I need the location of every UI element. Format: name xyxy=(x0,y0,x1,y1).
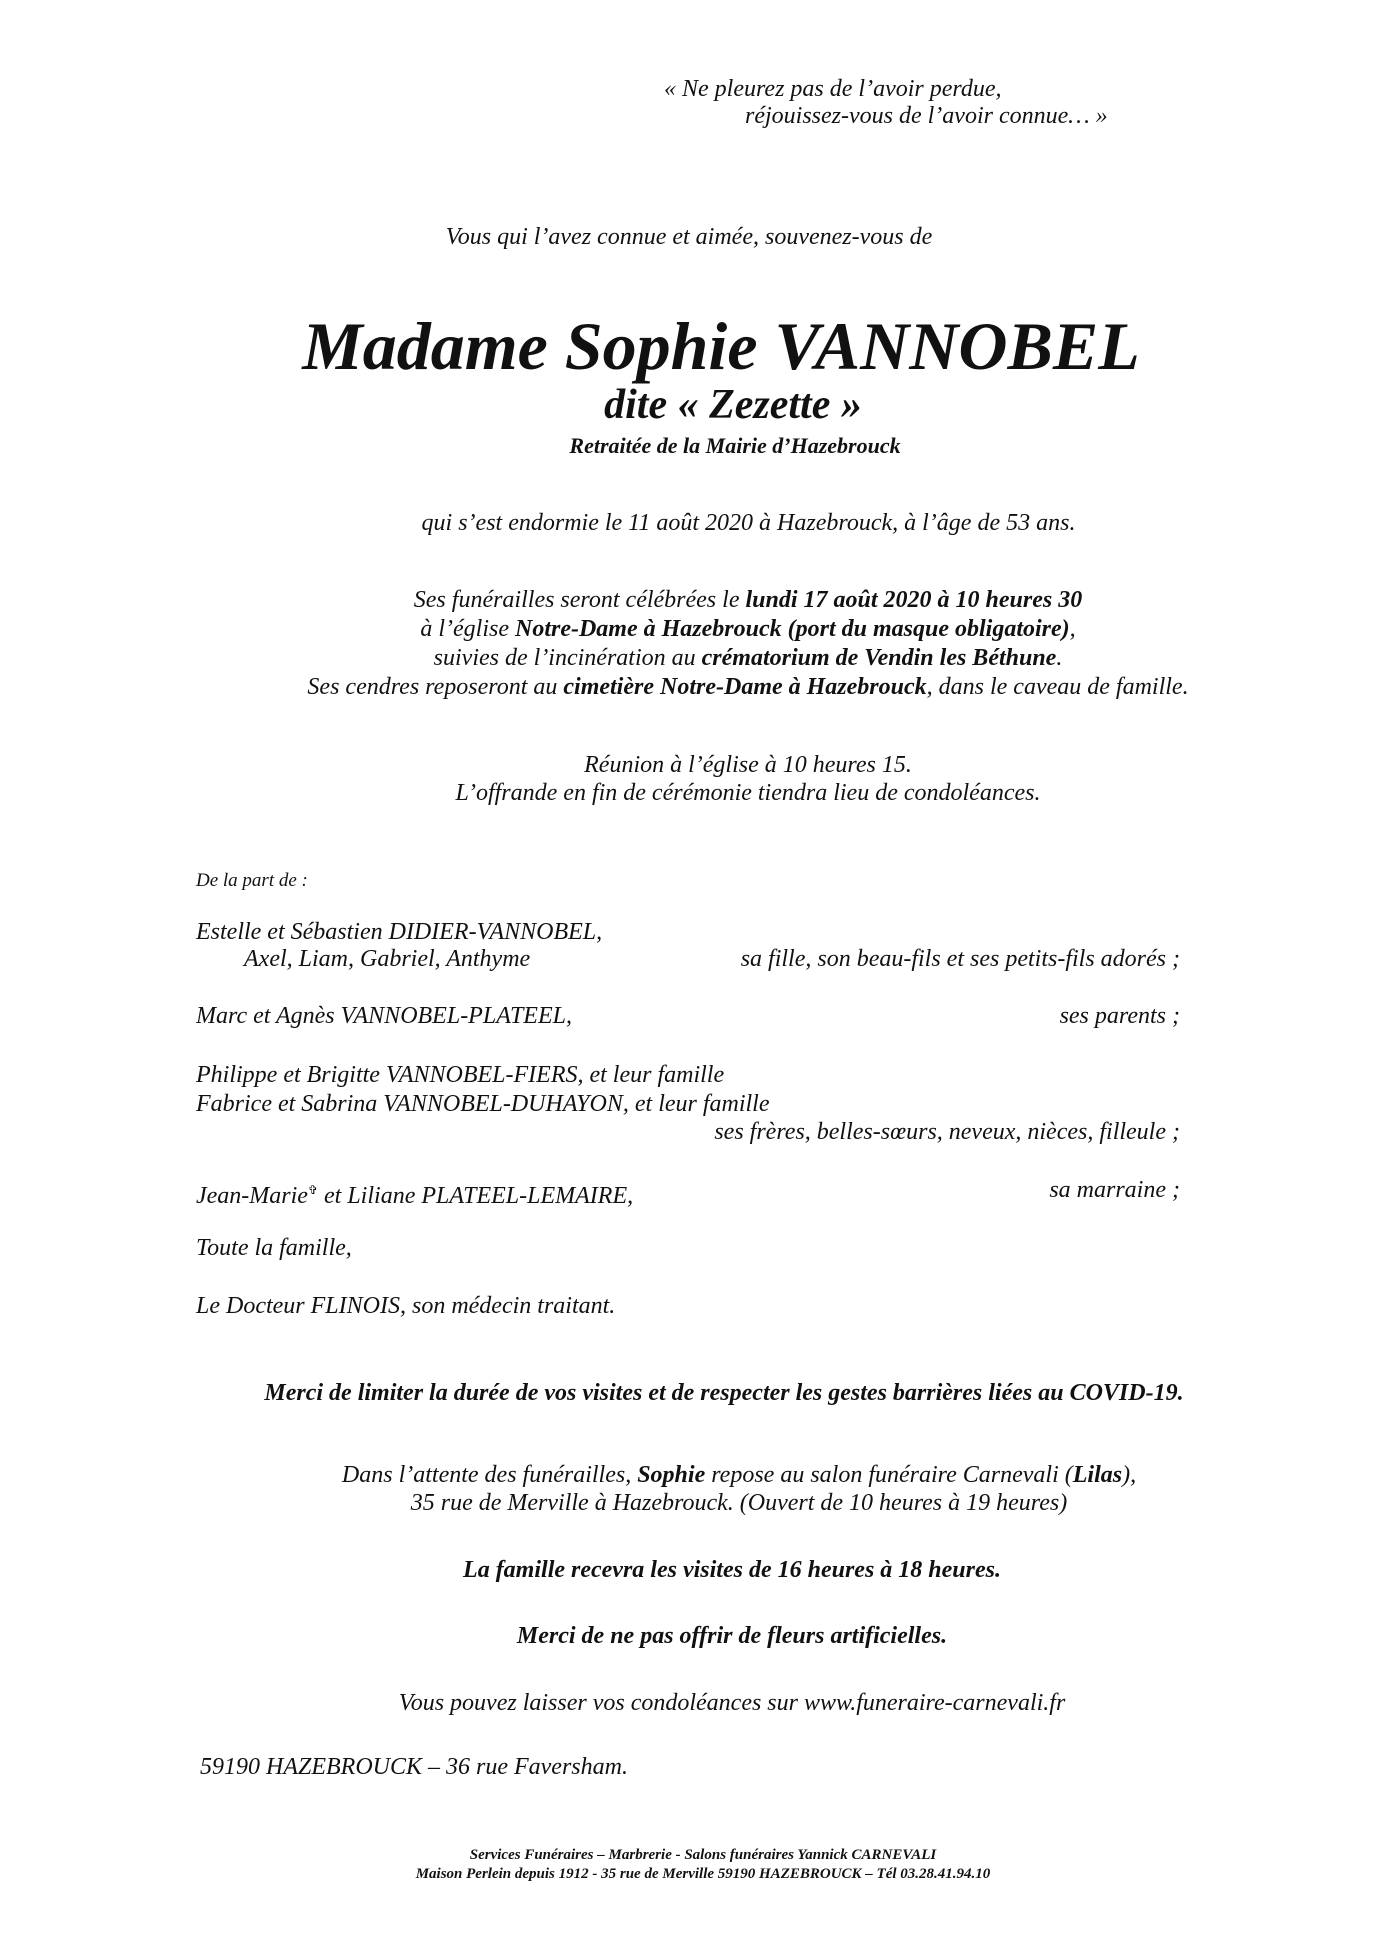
family-group-4-relation: sa marraine ; xyxy=(1049,1177,1180,1203)
funeral-line-3: suivies de l’incinération au crématorium de Vendin les Béthune. xyxy=(433,645,1063,671)
intro-text: Vous qui l’avez connue et aimée, souvenez-vous de xyxy=(445,224,933,250)
funeral-line-2: à l’église Notre-Dame à Hazebrouck (port du masque obligatoire), xyxy=(420,616,1076,642)
family-group-3-line-1: Philippe et Brigitte VANNOBEL-FIERS, et leur famille xyxy=(196,1062,725,1088)
flowers-notice: Merci de ne pas offrir de fleurs artificielles. xyxy=(516,1623,948,1649)
funeral-line-1: Ses funérailles seront célébrées le lundi 17 août 2020 à 10 heures 30 xyxy=(413,587,1083,613)
funeral-crematorium: crématorium de Vendin les Béthune xyxy=(701,645,1057,671)
visits-notice: La famille recevra les visites de 16 heures à 18 heures. xyxy=(463,1557,1001,1583)
family-group-2-line-1: Marc et Agnès VANNOBEL-PLATEEL, xyxy=(196,1003,572,1029)
family-group-1-relation: sa fille, son beau-fils et ses petits-fils adorés ; xyxy=(740,946,1180,972)
family-header: De la part de : xyxy=(196,870,308,891)
covid-notice: Merci de limiter la durée de vos visites et de respecter les gestes barrières liées au COVID-19. xyxy=(264,1380,1184,1406)
funeral-date: lundi 17 août 2020 à 10 heures 30 xyxy=(745,587,1083,613)
footer-line-1: Services Funéraires – Marbrerie - Salons funéraires Yannick CARNEVALI xyxy=(469,1847,937,1863)
address: 59190 HAZEBROUCK – 36 rue Faversham. xyxy=(200,1754,628,1780)
deceased-name: Madame Sophie VANNOBEL xyxy=(302,308,1140,384)
footer-line-2: Maison Perlein depuis 1912 - 35 rue de Merville 59190 HAZEBROUCK – Tél 03.28.41.94.10 xyxy=(415,1866,991,1882)
funeral-cemetery: cimetière Notre-Dame à Hazebrouck xyxy=(563,674,927,700)
family-group-1-line-1: Estelle et Sébastien DIDIER-VANNOBEL, xyxy=(196,919,603,945)
family-group-3-line-2: Fabrice et Sabrina VANNOBEL-DUHAYON, et leur famille xyxy=(196,1091,770,1117)
deceased-cross-icon: ✞ xyxy=(307,1183,319,1197)
epigraph-line-2: réjouissez-vous de l’avoir connue… » xyxy=(745,103,1108,129)
family-group-5: Toute la famille, xyxy=(196,1235,352,1261)
nickname: dite « Zezette » xyxy=(604,382,862,428)
family-group-1-line-2: Axel, Liam, Gabriel, Anthyme xyxy=(244,946,531,972)
family-group-4-line-1: Jean-Marie✞ et Liliane PLATEEL-LEMAIRE, xyxy=(196,1183,634,1209)
funeral-line-4: Ses cendres reposeront au cimetière Notre-Dame à Hazebrouck, dans le caveau de famille. xyxy=(307,674,1189,700)
salon-deceased-name: Sophie xyxy=(637,1462,706,1488)
death-notice: qui s’est endormie le 11 août 2020 à Hazebrouck, à l’âge de 53 ans. xyxy=(421,510,1076,536)
condolences-notice: Vous pouvez laisser vos condoléances sur www.funeraire-carnevali.fr xyxy=(398,1690,1066,1716)
family-group-3-relation: ses frères, belles-sœurs, neveux, nièces, filleule ; xyxy=(714,1119,1180,1145)
funeral-church: Notre-Dame à Hazebrouck (port du masque obligatoire) xyxy=(514,616,1070,642)
family-group-6: Le Docteur FLINOIS, son médecin traitant. xyxy=(196,1293,616,1319)
salon-line-1: Dans l’attente des funérailles, Sophie repose au salon funéraire Carnevali (Lilas), xyxy=(341,1462,1137,1488)
salon-room-name: Lilas xyxy=(1072,1462,1123,1488)
occupation: Retraitée de la Mairie d’Hazebrouck xyxy=(569,433,901,458)
family-group-2-relation: ses parents ; xyxy=(1059,1003,1180,1029)
meeting-line-1: Réunion à l’église à 10 heures 15. xyxy=(584,752,912,778)
salon-line-2: 35 rue de Merville à Hazebrouck. (Ouvert de 10 heures à 19 heures) xyxy=(410,1490,1068,1516)
meeting-line-2: L’offrande en fin de cérémonie tiendra lieu de condoléances. xyxy=(455,780,1041,806)
epigraph-line-1: « Ne pleurez pas de l’avoir perdue, xyxy=(664,76,1002,102)
